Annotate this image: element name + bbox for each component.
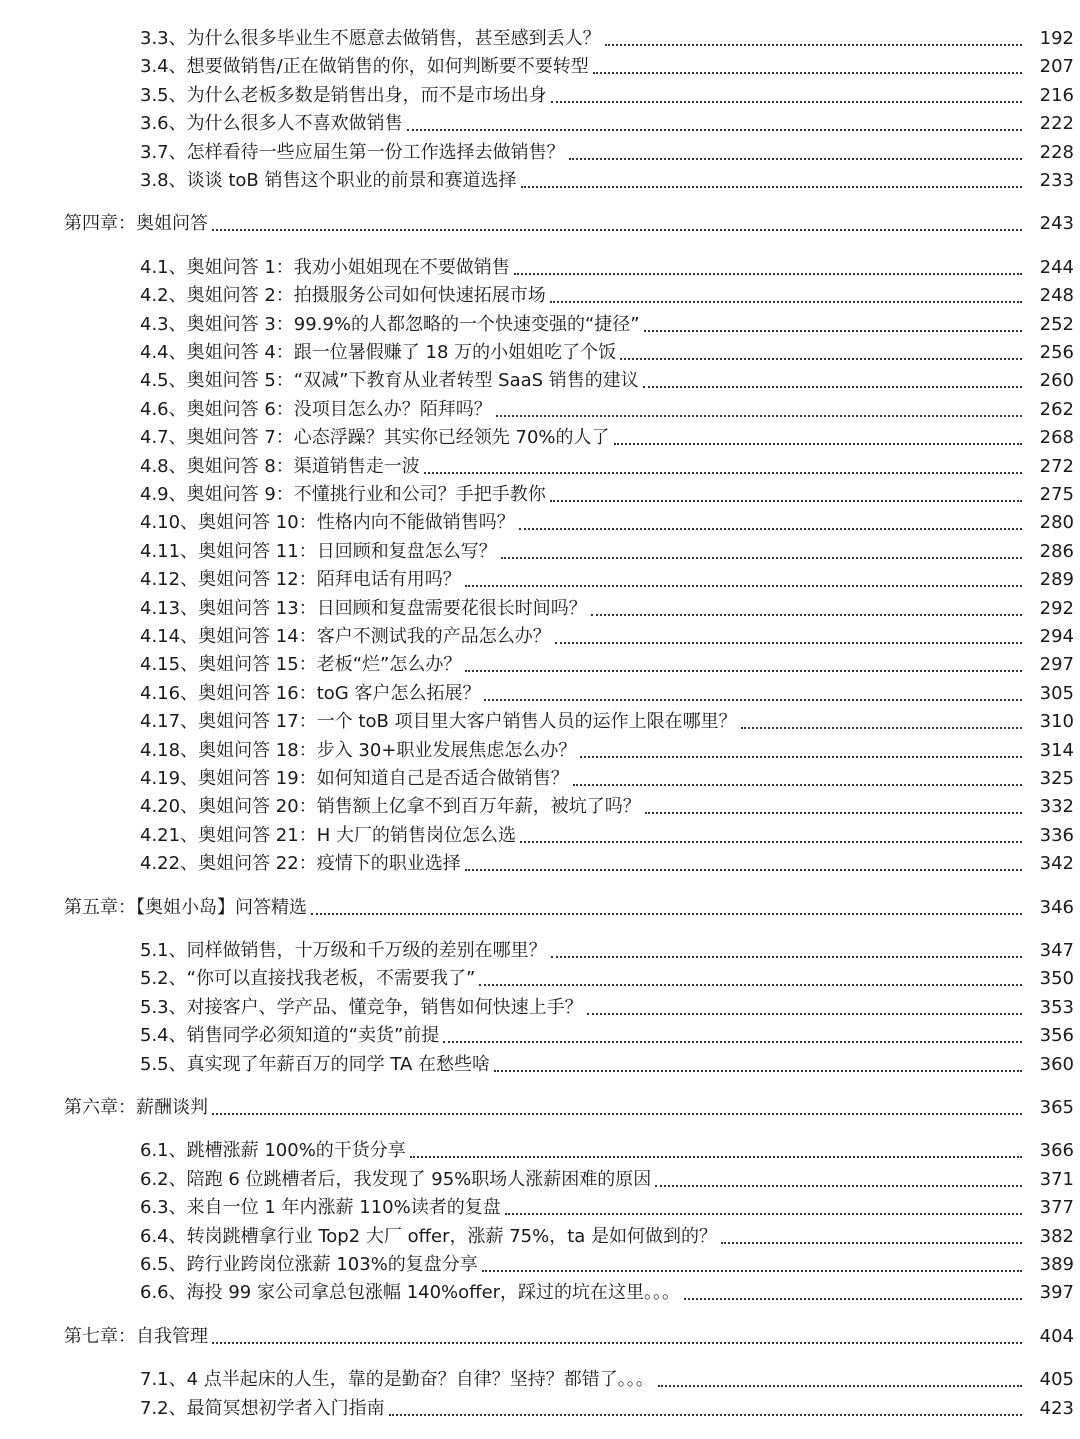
entry-title: 4.13、奥姐问答 13：日回顾和复盘需要花很长时间吗？ bbox=[140, 598, 587, 619]
dot-leader bbox=[514, 273, 1022, 275]
dot-leader bbox=[721, 1242, 1022, 1244]
dot-leader bbox=[573, 784, 1022, 786]
toc-entry[interactable] bbox=[0, 478, 1074, 506]
toc-entry[interactable] bbox=[0, 962, 1074, 990]
entry-title: 4.16、奥姐问答 16：toG 客户怎么拓展？ bbox=[140, 683, 481, 704]
page-number: 423 bbox=[1039, 1398, 1074, 1419]
entry-title: 4.6、奥姐问答 6：没项目怎么办？陌拜吗？ bbox=[140, 399, 492, 420]
dot-leader bbox=[645, 812, 1022, 814]
page-number: 262 bbox=[1039, 399, 1074, 420]
dot-leader bbox=[465, 585, 1022, 587]
toc-entry[interactable] bbox=[0, 1363, 1074, 1391]
page-number: 280 bbox=[1039, 512, 1074, 533]
dot-leader bbox=[311, 913, 1022, 915]
page-number: 294 bbox=[1039, 626, 1074, 647]
toc-entry[interactable] bbox=[0, 279, 1074, 307]
page-number: 289 bbox=[1039, 569, 1074, 590]
page-number: 275 bbox=[1039, 484, 1074, 505]
page-number: 192 bbox=[1039, 28, 1074, 49]
toc-entry[interactable] bbox=[0, 1276, 1074, 1304]
entry-title: 4.21、奥姐问答 21：H 大厂的销售岗位怎么选 bbox=[140, 825, 516, 846]
page-number: 389 bbox=[1039, 1254, 1074, 1275]
entry-title: 3.4、想要做销售/正在做销售的你，如何判断要不要转型 bbox=[140, 56, 589, 77]
chapter-heading[interactable] bbox=[0, 207, 1074, 235]
toc-entry[interactable] bbox=[0, 1220, 1074, 1248]
entry-title: 4.20、奥姐问答 20：销售额上亿拿不到百万年薪，被坑了吗？ bbox=[140, 796, 641, 817]
toc-entry[interactable] bbox=[0, 450, 1074, 478]
entry-title: 6.1、跳槽涨薪 100%的干货分享 bbox=[140, 1140, 406, 1161]
toc-entry[interactable] bbox=[0, 790, 1074, 818]
dot-leader bbox=[741, 727, 1022, 729]
entry-title: 4.19、奥姐问答 19：如何知道自己是否适合做销售？ bbox=[140, 768, 569, 789]
toc-entry[interactable] bbox=[0, 308, 1074, 336]
page-number: 353 bbox=[1039, 997, 1074, 1018]
page-number: 248 bbox=[1039, 285, 1074, 306]
page-number: 360 bbox=[1039, 1054, 1074, 1075]
dot-leader bbox=[389, 1414, 1022, 1416]
dot-leader bbox=[550, 500, 1022, 502]
dot-leader bbox=[212, 1113, 1022, 1115]
entry-title: 7.1、4 点半起床的人生，靠的是勤奋？自律？坚持？都错了。。。 bbox=[140, 1369, 654, 1390]
page-number: 365 bbox=[1039, 1097, 1074, 1118]
entry-title: 6.5、跨行业跨岗位涨薪 103%的复盘分享 bbox=[140, 1254, 478, 1275]
toc-entry[interactable] bbox=[0, 535, 1074, 563]
entry-title: 第四章：奥姐问答 bbox=[64, 213, 208, 234]
toc-entry[interactable] bbox=[0, 251, 1074, 279]
page-number: 347 bbox=[1039, 940, 1074, 961]
toc-entry[interactable] bbox=[0, 563, 1074, 591]
page-number: 260 bbox=[1039, 370, 1074, 391]
page-number: 404 bbox=[1039, 1326, 1074, 1347]
dot-leader bbox=[551, 956, 1022, 958]
toc-entry[interactable] bbox=[0, 421, 1074, 449]
entry-title: 6.2、陪跑 6 位跳槽者后，我发现了 95%职场人涨薪困难的原因 bbox=[140, 1169, 652, 1190]
page-number: 325 bbox=[1039, 768, 1074, 789]
entry-title: 4.2、奥姐问答 2：拍摄服务公司如何快速拓展市场 bbox=[140, 285, 546, 306]
toc-entry[interactable] bbox=[0, 136, 1074, 164]
entry-title: 4.1、奥姐问答 1：我劝小姐姐现在不要做销售 bbox=[140, 257, 510, 278]
page-number: 332 bbox=[1039, 796, 1074, 817]
page-number: 314 bbox=[1039, 740, 1074, 761]
entry-title: 第五章：【奥姐小岛】问答精选 bbox=[64, 897, 307, 918]
toc-entry[interactable] bbox=[0, 592, 1074, 620]
dot-leader bbox=[658, 1385, 1022, 1387]
page-number: 297 bbox=[1039, 654, 1074, 675]
entry-title: 4.8、奥姐问答 8：渠道销售走一波 bbox=[140, 456, 420, 477]
toc-entry[interactable] bbox=[0, 648, 1074, 676]
toc-entry[interactable] bbox=[0, 1019, 1074, 1047]
dot-leader bbox=[550, 301, 1022, 303]
page-number: 371 bbox=[1039, 1169, 1074, 1190]
entry-title: 3.5、为什么老板多数是销售出身，而不是市场出身 bbox=[140, 85, 547, 106]
dot-leader bbox=[569, 158, 1022, 160]
toc-entry[interactable] bbox=[0, 705, 1074, 733]
entry-title: 4.12、奥姐问答 12：陌拜电话有用吗？ bbox=[140, 569, 461, 590]
page-number: 252 bbox=[1039, 314, 1074, 335]
page-number: 228 bbox=[1039, 142, 1074, 163]
toc-entry[interactable] bbox=[0, 1392, 1074, 1420]
toc-entry[interactable] bbox=[0, 336, 1074, 364]
chapter-heading[interactable] bbox=[0, 1320, 1074, 1348]
entry-title: 6.4、转岗跳槽拿行业 Top2 大厂 offer，涨薪 75%，ta 是如何做到的？ bbox=[140, 1226, 718, 1247]
page-number: 244 bbox=[1039, 257, 1074, 278]
entry-title: 5.3、对接客户、学产品、懂竞争，销售如何快速上手？ bbox=[140, 997, 583, 1018]
dot-leader bbox=[555, 642, 1022, 644]
entry-title: 第六章：薪酬谈判 bbox=[64, 1097, 208, 1118]
entry-title: 4.15、奥姐问答 15：老板“烂”怎么办？ bbox=[140, 654, 462, 675]
page-number: 397 bbox=[1039, 1282, 1074, 1303]
dot-leader bbox=[684, 1298, 1022, 1300]
page-number: 268 bbox=[1039, 427, 1074, 448]
page-number: 382 bbox=[1039, 1226, 1074, 1247]
entry-title: 4.4、奥姐问答 4：跟一位暑假赚了 18 万的小姐姐吃了个饭 bbox=[140, 342, 617, 363]
entry-title: 4.5、奥姐问答 5：“双减”下教育从业者转型 SaaS 销售的建议 bbox=[140, 370, 639, 391]
toc-entry[interactable] bbox=[0, 79, 1074, 107]
page-number: 305 bbox=[1039, 683, 1074, 704]
page-number: 336 bbox=[1039, 825, 1074, 846]
page-number: 243 bbox=[1039, 213, 1074, 234]
dot-leader bbox=[410, 1156, 1022, 1158]
chapter-heading[interactable] bbox=[0, 1091, 1074, 1119]
entry-title: 6.3、来自一位 1 年内涨薪 110%读者的复盘 bbox=[140, 1197, 501, 1218]
entry-title: 3.8、谈谈 toB 销售这个职业的前景和赛道选择 bbox=[140, 170, 517, 191]
entry-title: 7.2、最简冥想初学者入门指南 bbox=[140, 1398, 385, 1419]
entry-title: 3.3、为什么很多毕业生不愿意去做销售，甚至感到丢人？ bbox=[140, 28, 601, 49]
entry-title: 4.3、奥姐问答 3：99.9%的人都忽略的一个快速变强的“捷径” bbox=[140, 314, 640, 335]
dot-leader bbox=[479, 984, 1022, 986]
toc-entry[interactable] bbox=[0, 1191, 1074, 1219]
entry-title: 4.14、奥姐问答 14：客户不测试我的产品怎么办？ bbox=[140, 626, 551, 647]
entry-title: 3.6、为什么很多人不喜欢做销售 bbox=[140, 113, 403, 134]
entry-title: 5.4、销售同学必须知道的“卖货”前提 bbox=[140, 1025, 440, 1046]
page-number: 405 bbox=[1039, 1369, 1074, 1390]
page-number: 222 bbox=[1039, 113, 1074, 134]
entry-title: 4.7、奥姐问答 7：心态浮躁？其实你已经领先 70%的人了 bbox=[140, 427, 610, 448]
dot-leader bbox=[484, 699, 1022, 701]
dot-leader bbox=[593, 72, 1022, 74]
toc-entry[interactable] bbox=[0, 677, 1074, 705]
toc-entry[interactable] bbox=[0, 1163, 1074, 1191]
dot-leader bbox=[551, 101, 1022, 103]
dot-leader bbox=[605, 44, 1022, 46]
dot-leader bbox=[580, 756, 1022, 758]
entry-title: 5.1、同样做销售，十万级和千万级的差别在哪里？ bbox=[140, 940, 547, 961]
dot-leader bbox=[482, 1270, 1022, 1272]
dot-leader bbox=[505, 1213, 1022, 1215]
toc-entry[interactable] bbox=[0, 393, 1074, 421]
entry-title: 3.7、怎样看待一些应届生第一份工作选择去做销售？ bbox=[140, 142, 565, 163]
dot-leader bbox=[519, 528, 1022, 530]
toc-entry[interactable] bbox=[0, 1048, 1074, 1076]
dot-leader bbox=[465, 670, 1022, 672]
toc-entry[interactable] bbox=[0, 164, 1074, 192]
entry-title: 第七章：自我管理 bbox=[64, 1326, 208, 1347]
toc-entry[interactable] bbox=[0, 107, 1074, 135]
toc-entry[interactable] bbox=[0, 1248, 1074, 1276]
dot-leader bbox=[614, 443, 1022, 445]
toc-entry[interactable] bbox=[0, 50, 1074, 78]
dot-leader bbox=[587, 1013, 1022, 1015]
dot-leader bbox=[443, 1041, 1022, 1043]
dot-leader bbox=[424, 472, 1022, 474]
entry-title: 5.2、“你可以直接找我老板，不需要我了” bbox=[140, 968, 476, 989]
entry-title: 4.18、奥姐问答 18：步入 30+职业发展焦虑怎么办？ bbox=[140, 740, 577, 761]
page-number: 272 bbox=[1039, 456, 1074, 477]
page-number: 350 bbox=[1039, 968, 1074, 989]
dot-leader bbox=[496, 415, 1022, 417]
entry-title: 4.17、奥姐问答 17：一个 toB 项目里大客户销售人员的运作上限在哪里？ bbox=[140, 711, 737, 732]
page-number: 292 bbox=[1039, 598, 1074, 619]
dot-leader bbox=[591, 614, 1022, 616]
dot-leader bbox=[620, 358, 1022, 360]
page-number: 216 bbox=[1039, 85, 1074, 106]
toc-entry[interactable] bbox=[0, 1134, 1074, 1162]
page-number: 356 bbox=[1039, 1025, 1074, 1046]
toc-entry[interactable] bbox=[0, 847, 1074, 875]
page-number: 377 bbox=[1039, 1197, 1074, 1218]
dot-leader bbox=[520, 841, 1022, 843]
toc-entry[interactable] bbox=[0, 506, 1074, 534]
chapter-heading[interactable] bbox=[0, 891, 1074, 919]
entry-title: 4.9、奥姐问答 9：不懂挑行业和公司？手把手教你 bbox=[140, 484, 546, 505]
entry-title: 4.11、奥姐问答 11：日回顾和复盘怎么写？ bbox=[140, 541, 497, 562]
dot-leader bbox=[521, 186, 1023, 188]
page-number: 310 bbox=[1039, 711, 1074, 732]
entry-title: 4.10、奥姐问答 10：性格内向不能做销售吗？ bbox=[140, 512, 515, 533]
toc-entry[interactable] bbox=[0, 22, 1074, 50]
page-number: 256 bbox=[1039, 342, 1074, 363]
page-number: 207 bbox=[1039, 56, 1074, 77]
toc-entry[interactable] bbox=[0, 819, 1074, 847]
toc-entry[interactable] bbox=[0, 762, 1074, 790]
page-number: 233 bbox=[1039, 170, 1074, 191]
page-number: 346 bbox=[1039, 897, 1074, 918]
toc-entry[interactable] bbox=[0, 620, 1074, 648]
dot-leader bbox=[643, 386, 1022, 388]
page-number: 342 bbox=[1039, 853, 1074, 874]
page-number: 286 bbox=[1039, 541, 1074, 562]
toc-entry[interactable] bbox=[0, 934, 1074, 962]
dot-leader bbox=[212, 1342, 1022, 1344]
page-number: 366 bbox=[1039, 1140, 1074, 1161]
entry-title: 6.6、海投 99 家公司拿总包涨幅 140%offer，踩过的坑在这里。。。 bbox=[140, 1282, 681, 1303]
dot-leader bbox=[644, 330, 1022, 332]
dot-leader bbox=[212, 229, 1022, 231]
dot-leader bbox=[494, 1070, 1022, 1072]
toc-entry[interactable] bbox=[0, 991, 1074, 1019]
entry-title: 5.5、真实现了年薪百万的同学 TA 在愁些啥 bbox=[140, 1054, 490, 1075]
dot-leader bbox=[465, 869, 1022, 871]
toc-entry[interactable] bbox=[0, 734, 1074, 762]
dot-leader bbox=[407, 129, 1022, 131]
dot-leader bbox=[655, 1185, 1022, 1187]
dot-leader bbox=[501, 557, 1022, 559]
entry-title: 4.22、奥姐问答 22：疫情下的职业选择 bbox=[140, 853, 461, 874]
toc-entry[interactable] bbox=[0, 364, 1074, 392]
